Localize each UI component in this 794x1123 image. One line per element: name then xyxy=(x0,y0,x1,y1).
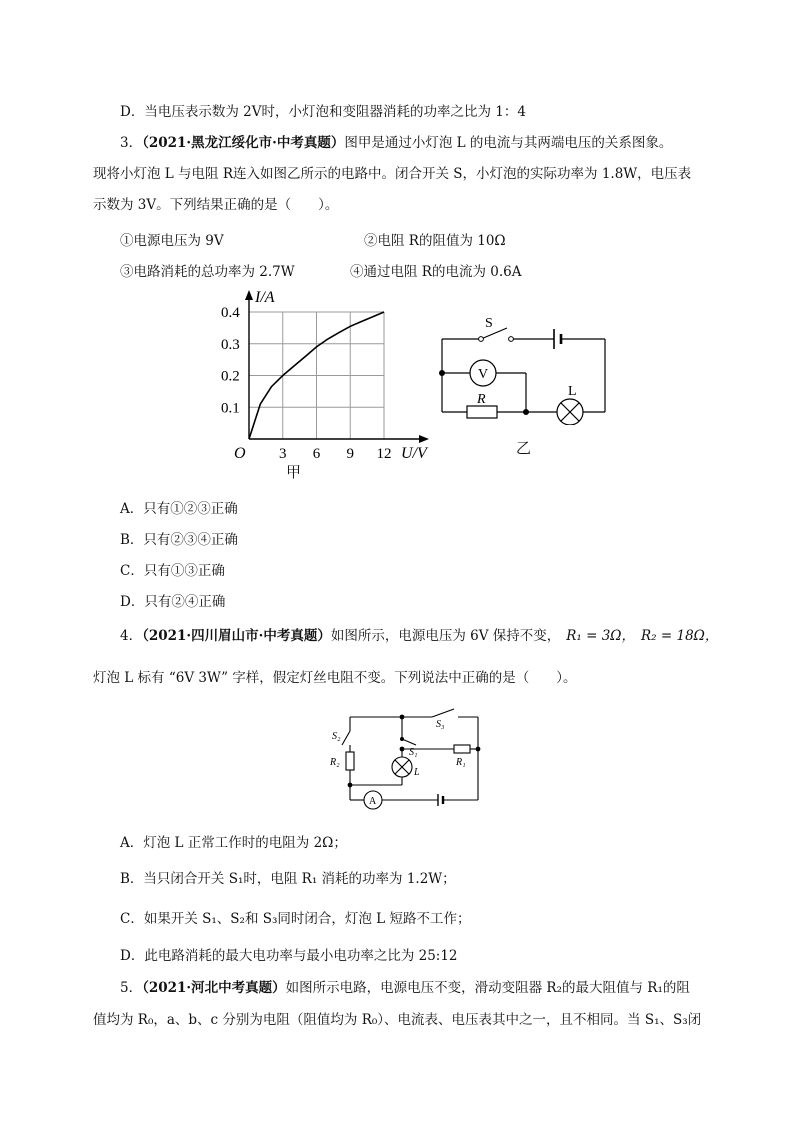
q3-statement-2: ②电阻 R的阻值为 10Ω xyxy=(364,233,506,249)
x-tick-label: 9 xyxy=(346,446,354,459)
x-tick-label: 3 xyxy=(279,446,287,459)
resistor-r-symbol xyxy=(467,406,497,418)
q3-option-c: C．只有①③正确 xyxy=(120,563,225,579)
s1-label: S₁ xyxy=(409,747,418,758)
q4-number: 4． xyxy=(120,628,143,644)
switch-s1-contact xyxy=(400,737,404,741)
y-axis-label: I/A xyxy=(255,289,275,306)
y-tick-label: 0.4 xyxy=(221,305,240,321)
q3-stem-line-1 xyxy=(120,133,672,153)
q3-source: （2021·黑龙江绥化市·中考真题） xyxy=(142,135,345,151)
q3-statement-4: ④通过电阻 R的电流为 0.6A xyxy=(350,264,522,280)
switch-s2-blade xyxy=(342,731,350,745)
y-tick-label: 0.3 xyxy=(221,336,240,353)
q3-circuit-diagram xyxy=(433,315,613,425)
q4-r1-equation: R₁ = 3Ω， xyxy=(566,628,636,644)
voltmeter-label: V xyxy=(478,367,489,382)
switch-s3-blade xyxy=(432,709,454,717)
s3-label: S₃ xyxy=(436,719,445,730)
lamp-label: L xyxy=(414,767,420,778)
q4-option-d: D．此电路消耗的最大电功率与最小电功率之比为 25:12 xyxy=(120,948,458,964)
switch-label: S xyxy=(485,316,493,331)
graph-grid xyxy=(249,312,384,439)
q5-stem-1: 如图所示电路，电源电压不变，滑动变阻器 R₂的最大阻值与 R₁的阻 xyxy=(285,980,690,996)
resistor-r2-symbol xyxy=(346,752,354,770)
lamp-label: L xyxy=(568,384,577,399)
junction-dot-2 xyxy=(523,409,529,415)
q4-circuit-diagram xyxy=(326,705,496,815)
q4-option-c: C．如果开关 S₁、S₂和 S₃同时闭合，灯泡 L 短路不工作； xyxy=(120,911,471,927)
q2-option-d: D．当电压表示数为 2V时，小灯泡和变阻器消耗的功率之比为 1：4 xyxy=(120,104,526,120)
q3-graph-caption: 甲 xyxy=(286,463,302,481)
q3-iu-graph xyxy=(215,284,435,459)
x-tick-label: 6 xyxy=(312,446,321,459)
q3-stem-line-3: 示数为 3V。下列结果正确的是（ ）。 xyxy=(93,197,339,213)
origin-label: O xyxy=(234,445,246,459)
q4-source: （2021·四川眉山市·中考真题） xyxy=(142,628,331,644)
ammeter-label: A xyxy=(369,796,377,807)
q3-option-d: D．只有②④正确 xyxy=(120,594,226,610)
q4-r2-equation: R₂ = 18Ω， xyxy=(641,628,719,644)
q5-stem-line-1 xyxy=(120,978,690,998)
q4-stem-1: 如图所示，电源电压为 6V 保持不变， xyxy=(330,628,561,644)
s2-label: S₂ xyxy=(332,731,341,742)
q5-stem-line-2: 值均为 R₀，a、b、c 分别为电阻（阻值均为 R₀）、电流表、电压表其中之一，且不相同。当 S₁、S₃闭 xyxy=(93,1012,702,1028)
y-tick-labels xyxy=(221,305,240,416)
q3-statement-1: ①电源电压为 9V xyxy=(120,233,224,249)
switch-s1-blade xyxy=(402,739,416,745)
junction-dot-4 xyxy=(400,715,405,720)
q5-source: （2021·河北中考真题） xyxy=(142,980,286,996)
q3-stem-1: 图甲是通过小灯泡 L 的电流与其两端电压的关系图象。 xyxy=(344,135,673,151)
switch-contact xyxy=(479,337,484,342)
q4-stem-line-1 xyxy=(120,626,718,646)
y-axis-arrow-icon xyxy=(245,290,253,300)
q4-option-a: A．灯泡 L 正常工作时的电阻为 2Ω； xyxy=(120,835,347,851)
r1-label: R₁ xyxy=(456,757,466,768)
switch-contact-2 xyxy=(509,337,514,342)
x-axis-label: U/V xyxy=(401,445,427,459)
x-axis-arrow-icon xyxy=(419,435,429,443)
q3-number: 3． xyxy=(120,135,143,151)
x-tick-labels xyxy=(279,446,392,459)
q4-stem-line-2: 灯泡 L 标有 “6V 3W” 字样，假定灯丝电阻不变。下列说法中正确的是（ ）。 xyxy=(93,670,577,686)
junction-dot-2 xyxy=(476,747,481,752)
junction-dot-3 xyxy=(348,783,353,788)
x-tick-label: 12 xyxy=(376,446,392,459)
junction-dot xyxy=(439,370,445,376)
q4-option-b: B．当只闭合开关 S₁时，电阻 R₁ 消耗的功率为 1.2W； xyxy=(120,871,456,887)
resistor-r1-symbol xyxy=(454,745,470,753)
q3-option-a: A．只有①②③正确 xyxy=(120,501,238,517)
r2-label: R₂ xyxy=(330,757,340,768)
q3-statement-3: ③电路消耗的总功率为 2.7W xyxy=(120,264,295,280)
q3-option-b: B．只有②③④正确 xyxy=(120,532,238,548)
resistor-label: R xyxy=(477,392,486,407)
junction-dot xyxy=(400,747,405,752)
q3-circuit-caption: 乙 xyxy=(516,439,532,457)
q3-stem-line-2: 现将小灯泡 L 与电阻 R连入如图乙所示的电路中。闭合开关 S，小灯泡的实际功率为 1.8W，电压表 xyxy=(93,166,692,182)
q5-number: 5． xyxy=(120,980,143,996)
y-tick-label: 0.1 xyxy=(221,400,240,417)
y-tick-label: 0.2 xyxy=(221,368,240,385)
